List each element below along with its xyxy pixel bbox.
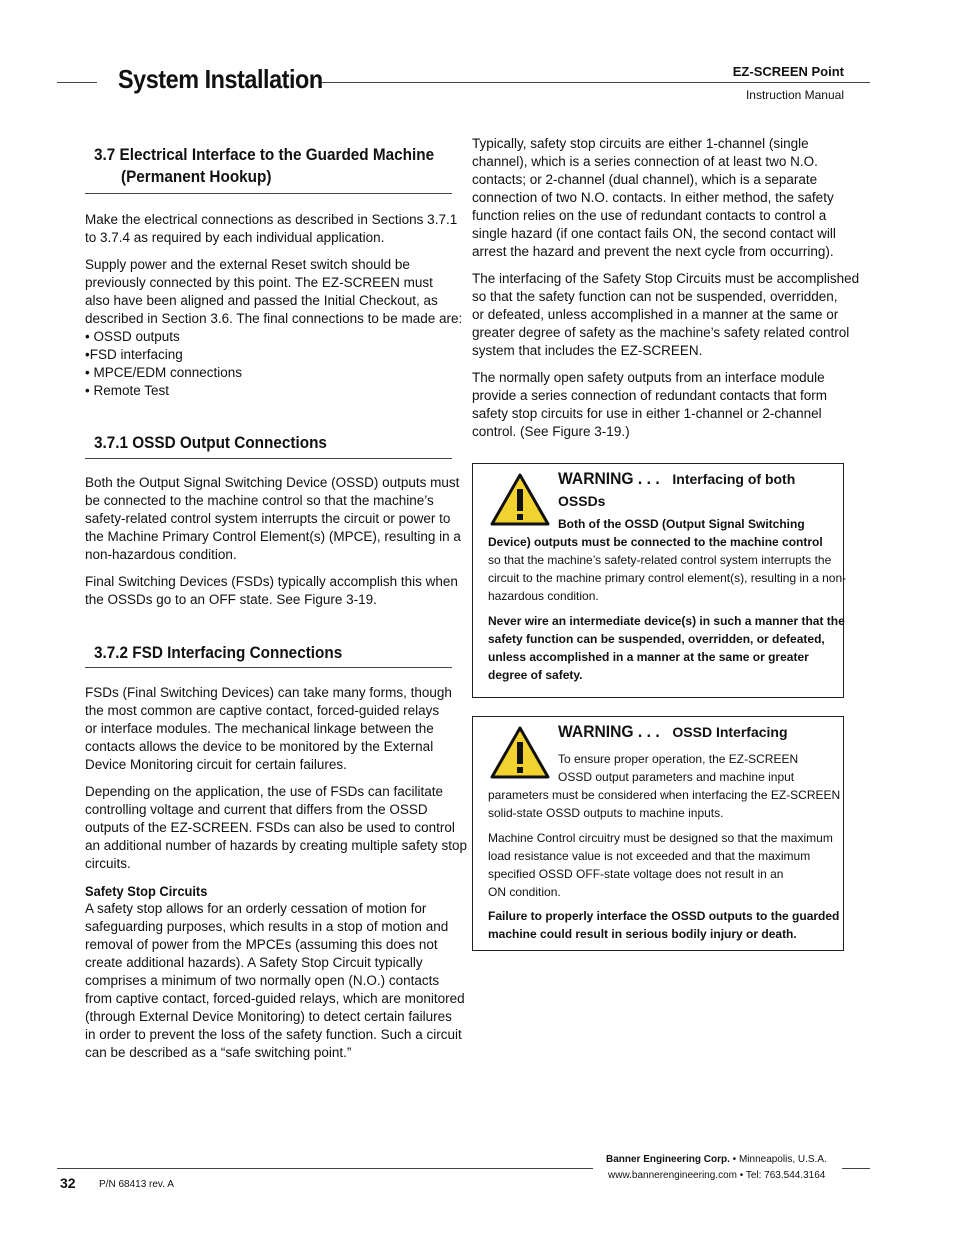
company-line <box>606 1154 827 1165</box>
paragraph-interfacing: The interfacing of the Safety Stop Circuits must be accomplished so that the safety function can not be suspended, overridden, or defeated, unless accomplished in a manner at the same or greater degree of safety as the machine’s safety related control system that includes the EZ-SCREEN. <box>472 271 860 358</box>
left-body-2 <box>85 474 461 618</box>
heading-3-7-1: 3.7.1 OSSD Output Connections <box>94 433 327 452</box>
company-city: • Minneapolis, U.S.A. <box>729 1154 827 1165</box>
safety-stop-heading: Safety Stop Circuits <box>85 883 208 899</box>
warning-box-ossds: WARNING . . . Interfacing of both OSSDs Both of the OSSD (Output Signal Switching Device) outputs must be connected to the machine control so that the machine’s safety-related control system interrupts the circuit to the machine primary control element(s), resulting in a non- hazardous condition. Never wire an intermediate device(s) in such a manner that the safety function can be suspended, overridden, or defeated, unless accomplished in a manner at the same or greater degree of safety. <box>472 463 844 698</box>
paragraph-supply: Supply power and the external Reset switch should be previously connected by this point. The EZ-SCREEN must also have been aligned and passed the Initial Checkout, as described in Section 3.6. The final connections to be made are: <box>85 257 463 326</box>
section-title: System Installation <box>118 64 323 94</box>
list-item: • OSSD outputs <box>85 329 180 344</box>
warning-triangle-icon <box>489 472 551 526</box>
warning-triangle-icon <box>489 725 551 779</box>
header-rule-right <box>318 82 870 83</box>
page-number: 32 <box>60 1175 76 1191</box>
list-item: • MPCE/EDM connections <box>85 365 243 380</box>
company-contact: www.bannerengineering.com • Tel: 763.544.3164 <box>608 1170 826 1181</box>
company-name: Banner Engineering Corp. <box>606 1154 730 1165</box>
right-column <box>472 135 860 450</box>
list-item: • Remote Test <box>85 383 170 398</box>
paragraph-fsd-application: Depending on the application, the use of FSDs can facilitate controlling voltage and current that differs from the OSSD outputs of the EZ-SCREEN. FSDs can also be used to control an additional number of hazards by creating multiple safety stop circuits. <box>85 784 467 871</box>
warning-2-title: WARNING . . . OSSD Interfacing <box>558 722 788 741</box>
heading-3-7-2-rule <box>85 667 452 668</box>
part-number: P/N 68413 rev. A <box>99 1179 174 1190</box>
footer-rule-right <box>842 1168 870 1169</box>
footer-rule-left <box>57 1168 593 1169</box>
list-item: •FSD interfacing <box>85 347 183 362</box>
heading-3-7-2: 3.7.2 FSD Interfacing Connections <box>94 643 343 662</box>
paragraph-normally-open: The normally open safety outputs from an interface module provide a series connection of redundant contacts that form safety stop circuits for use in either 1-channel or 2-channel control. (See Figure 3-19.) <box>472 370 827 439</box>
warning-1-title: WARNING . . . Interfacing of both <box>558 469 796 488</box>
connection-list <box>85 328 455 400</box>
heading-3-7: 3.7 Electrical Interface to the Guarded Machine <box>94 145 435 164</box>
warning-box-ossd-interfacing: WARNING . . . OSSD Interfacing To ensure proper operation, the EZ-SCREEN OSSD output parameters and machine input parameters must be considered when interfacing the EZ-SCREEN solid-state OSSD outputs to machine inputs. Machine Control circuitry must be designed so that the maximum load resistance value is not exceeded and that the maximum specified OSSD OFF-state voltage does not result in an ON condition. Failure to properly interface the OSSD outputs to the guarded machine could result in serious bodily injury or death. <box>472 716 844 951</box>
header-rule-left <box>57 82 97 83</box>
paragraph-intro: Make the electrical connections as described in Sections 3.7.1 to 3.7.4 as required by each individual application. <box>85 212 458 245</box>
heading-3-7-cont: (Permanent Hookup) <box>121 167 272 186</box>
paragraph-fsd-forms: FSDs (Final Switching Devices) can take many forms, though the most common are captive contact, forced-guided relays or interface modules. The mechanical linkage between the contacts allows the device to be monitored by the External Device Monitoring circuit for certain failures. <box>85 685 452 772</box>
left-body-1 <box>85 211 463 400</box>
warning-1-topic: OSSDs <box>558 493 606 509</box>
doc-type: Instruction Manual <box>745 88 844 102</box>
paragraph-fsd-off: Final Switching Devices (FSDs) typically accomplish this when the OSSDs go to an OFF state. See Figure 3-19. <box>85 574 458 607</box>
heading-3-7-rule <box>85 193 452 194</box>
paragraph-channels: Typically, safety stop circuits are either 1-channel (single channel), which is a series connection of at least two N.O. contacts; or 2-channel (dual channel), which is a separate connection of two N.O. contacts. In either method, the safety function relies on the use of redundant contacts to control a single hazard (if one contact fails ON, the second contact will arrest the hazard and prevent the next cycle from occurring). <box>472 136 836 259</box>
left-column <box>85 144 455 188</box>
paragraph-safety-stop: A safety stop allows for an orderly cessation of motion for safeguarding purposes, which results in a stop of motion and removal of power from the MPCEs (assuming this does not create additional hazards). A Safety Stop Circuit typically comprises a minimum of two normally open (N.O.) contacts from captive contact, forced-guided relays, which are monitored (through External Device Monitoring) to detect certain failures in order to prevent the loss of the safety function. Such a circuit can be described as a “safe switching point.” <box>85 901 465 1060</box>
left-body-3 <box>85 684 467 1062</box>
product-name: EZ-SCREEN Point <box>732 64 844 79</box>
heading-3-7-1-rule <box>85 458 452 459</box>
paragraph-ossd: Both the Output Signal Switching Device (OSSD) outputs must be connected to the machine control so that the machine’s safety-related control system interrupts the circuit or power to the Machine Primary Control Element(s) (MPCE), resulting in a non-hazardous condition. <box>85 475 461 562</box>
